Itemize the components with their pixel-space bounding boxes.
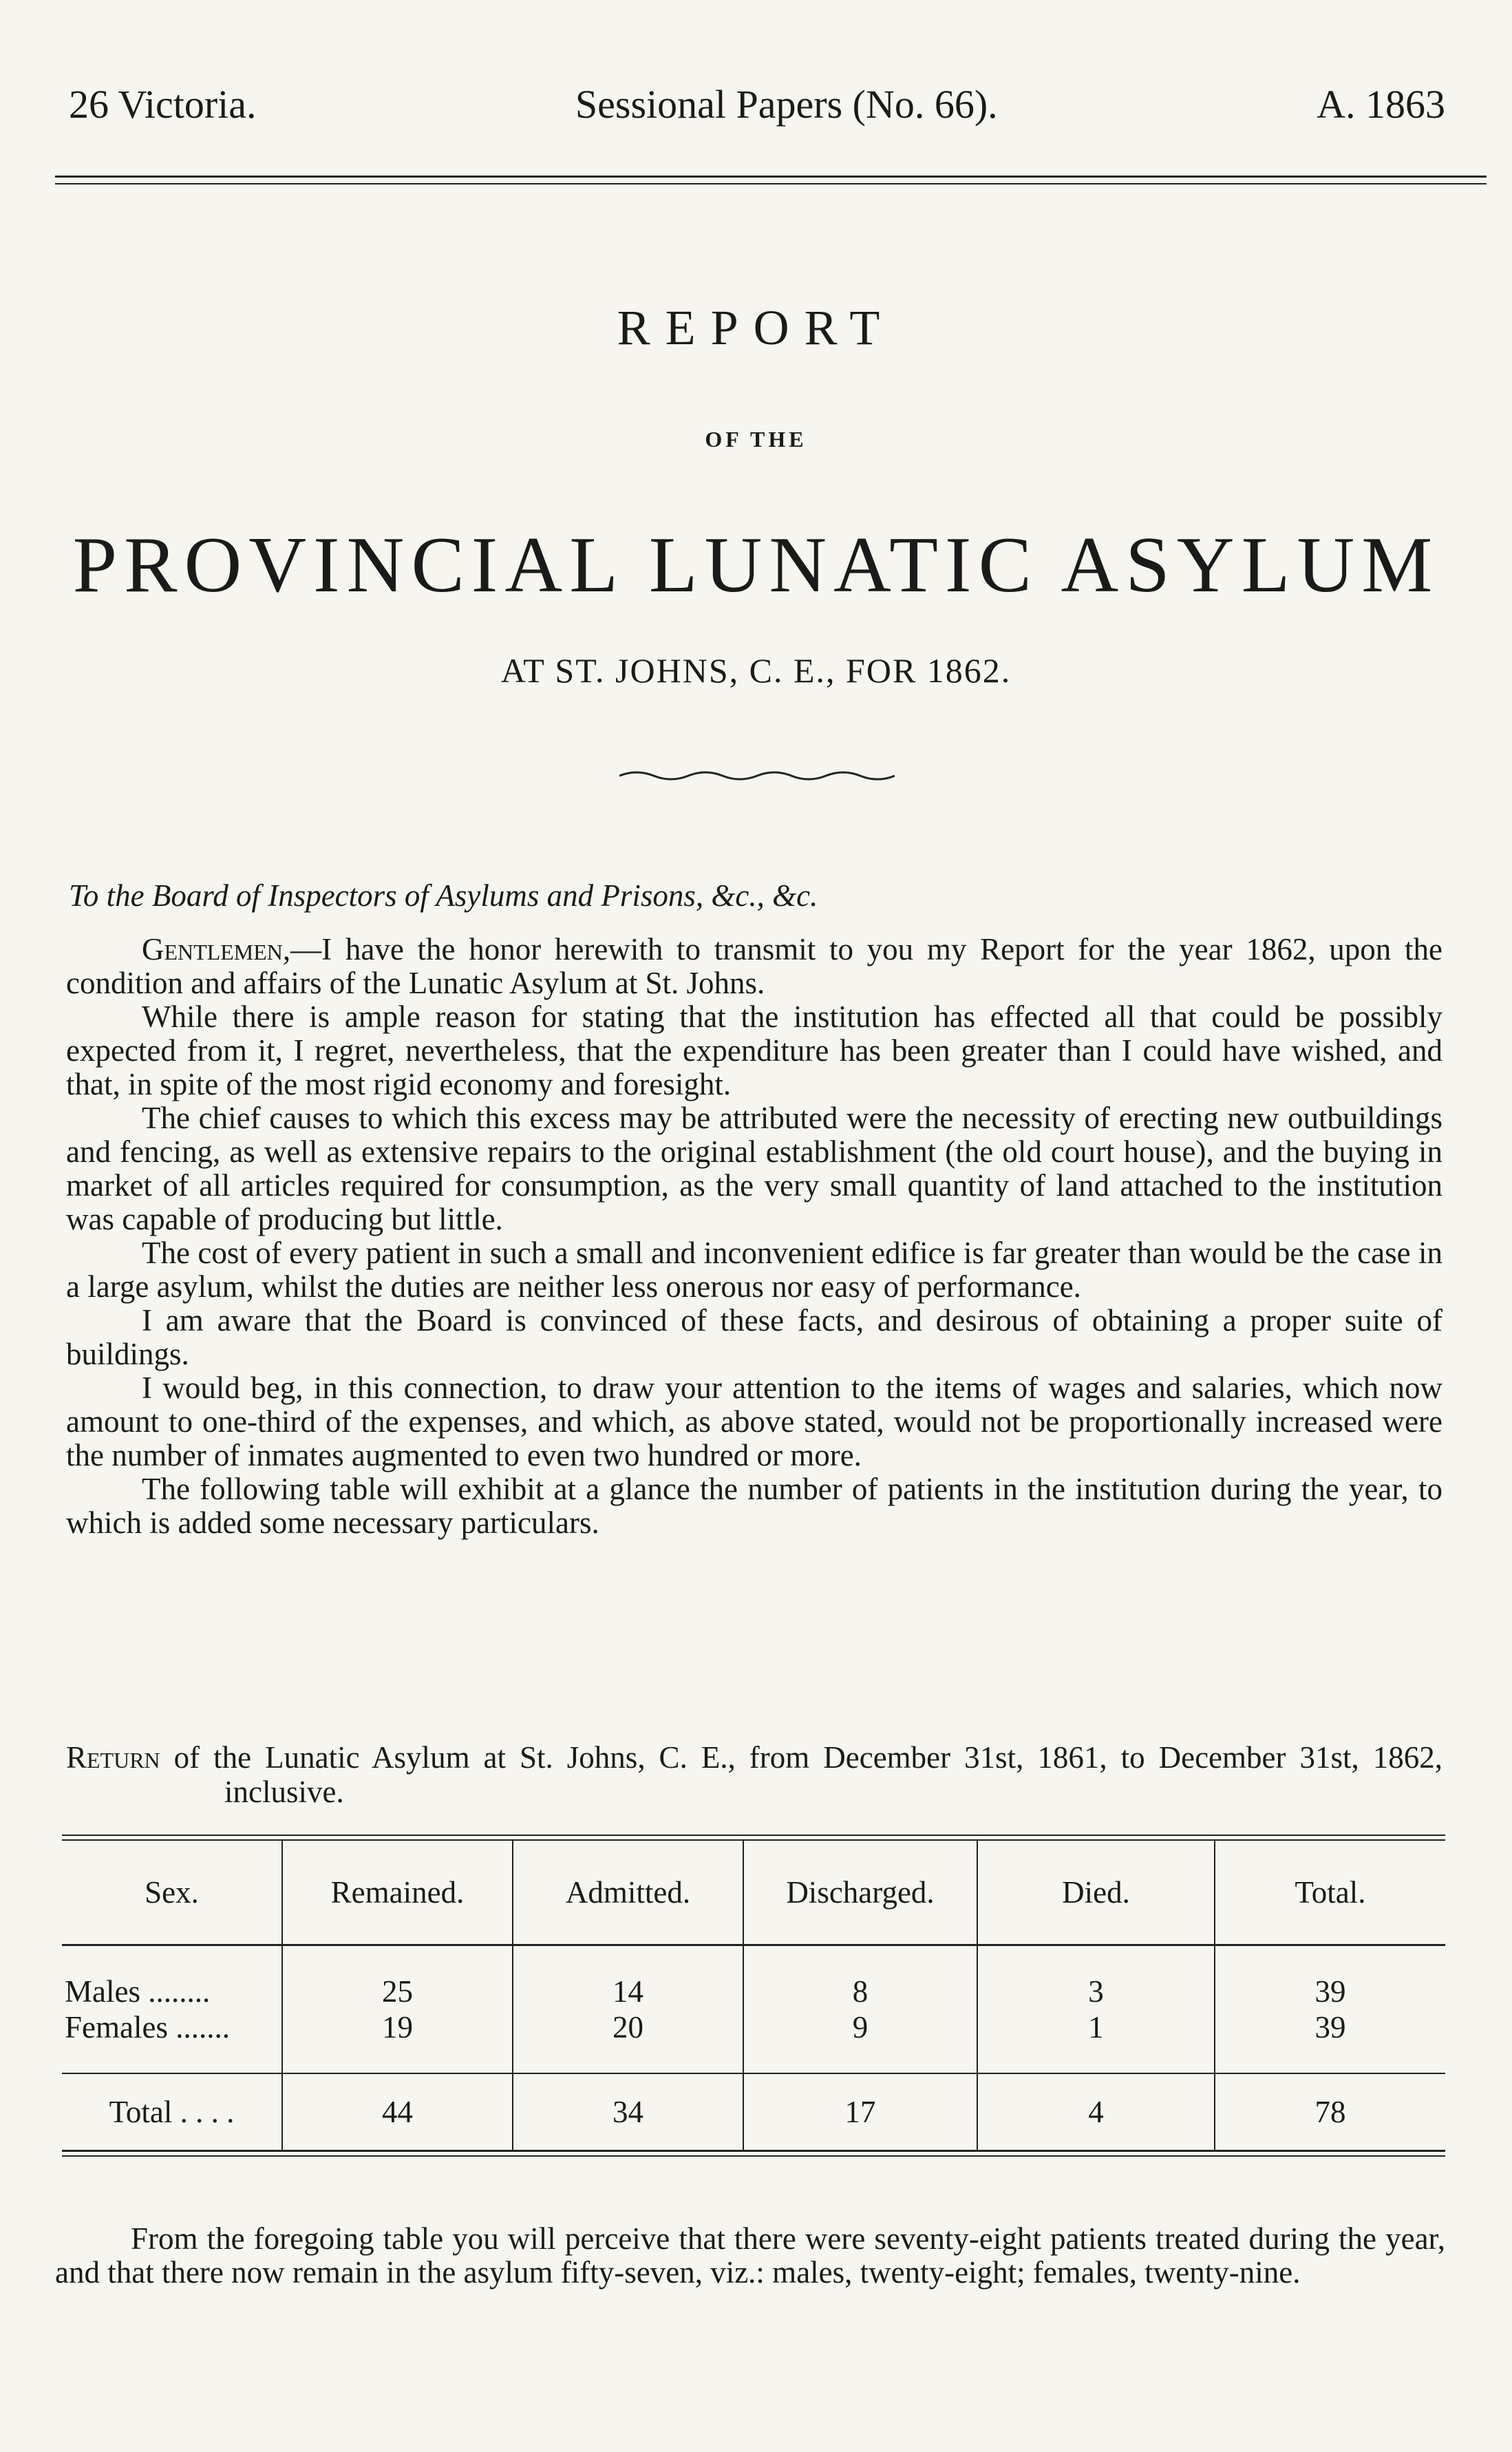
report-heading: REPORT xyxy=(617,300,895,355)
location-year-heading: AT ST. JOHNS, C. E., FOR 1862. xyxy=(500,651,1012,690)
cell-total: 39 xyxy=(1215,1945,1445,2010)
cell-remained: 44 xyxy=(282,2073,513,2151)
return-table-wrapper xyxy=(62,1835,1445,2157)
letter-paragraph: While there is ample reason for stating that the institution has effected all that could be possibly expected from it, I regret, nevertheless, that the expenditure has been greater than I could have wished, and that, in spite of the most rigid economy and foresight. xyxy=(66,1000,1442,1101)
letter-paragraph xyxy=(66,933,1442,1000)
cell-admitted: 14 xyxy=(513,1945,743,2010)
column-header-sex: Sex. xyxy=(62,1841,282,1945)
column-header-remained: Remained. xyxy=(282,1841,513,1945)
table-row-total xyxy=(62,2073,1445,2151)
return-caption-text: of the Lunatic Asylum at St. Johns, C. E., from December 31st, 1861, to December 31st, 1862, inclusive. xyxy=(160,1740,1442,1809)
column-header-died: Died. xyxy=(977,1841,1215,1945)
greeting: Gentlemen, xyxy=(142,932,291,966)
table-header-row xyxy=(62,1841,1445,1945)
table-row-females xyxy=(62,2009,1445,2073)
cell-died: 1 xyxy=(977,2009,1215,2073)
table-row-males xyxy=(62,1945,1445,2010)
table-bottom-rule xyxy=(62,2155,1445,2157)
row-label: Males ........ xyxy=(65,1974,211,2009)
cell-discharged: 8 xyxy=(743,1945,977,2010)
paragraph-text: —I have the honor herewith to transmit to you my Report for the year 1862, upon the condition and affairs of the Lunatic Asylum at St. Johns. xyxy=(66,932,1442,1000)
row-label: Total . . . . xyxy=(62,2073,282,2151)
return-caption xyxy=(66,1740,1442,1809)
header-rule xyxy=(55,176,1487,178)
cell-remained: 19 xyxy=(282,2009,513,2073)
header-sessional-papers: Sessional Papers (No. 66). xyxy=(575,82,998,127)
column-header-admitted: Admitted. xyxy=(513,1841,743,1945)
cell-admitted: 20 xyxy=(513,2009,743,2073)
salutation: To the Board of Inspectors of Asylums and Prisons, &c., &c. xyxy=(69,878,818,913)
column-header-discharged: Discharged. xyxy=(743,1841,977,1945)
flourish-ornament xyxy=(619,768,895,784)
asylum-title: PROVINCIAL LUNATIC ASYLUM xyxy=(72,521,1440,609)
letter-body xyxy=(66,933,1442,1540)
column-header-total: Total. xyxy=(1215,1841,1445,1945)
return-table xyxy=(62,1841,1445,2152)
header-session: 26 Victoria. xyxy=(69,82,257,127)
cell-discharged: 17 xyxy=(743,2073,977,2151)
return-lead: Return xyxy=(66,1740,160,1775)
letter-paragraph: The chief causes to which this excess may be attributed were the necessity of erecting new outbuildings and fencing, as well as extensive repairs to the original establishment (the old court house), and the buying in market of all articles required for consumption, as the very small quantity of land attached to the institution was capable of producing but little. xyxy=(66,1101,1442,1236)
letter-paragraph: The following table will exhibit at a glance the number of patients in the institution during the year, to which is added some necessary particulars. xyxy=(66,1472,1442,1540)
letter-paragraph: I would beg, in this connection, to draw your attention to the items of wages and salaries, which now amount to one-third of the expenses, and which, as above stated, would not be proportionally increased were the number of inmates augmented to even two hundred or more. xyxy=(66,1371,1442,1472)
cell-died: 4 xyxy=(977,2073,1215,2151)
page-header xyxy=(69,81,1445,136)
closing-paragraph-block xyxy=(55,2222,1445,2290)
letter-paragraph: I am aware that the Board is convinced of these facts, and desirous of obtaining a proper suite of buildings. xyxy=(66,1303,1442,1371)
header-year: A. 1863 xyxy=(1317,82,1445,127)
of-the-heading: OF THE xyxy=(705,427,807,452)
row-label: Females ....... xyxy=(62,2009,282,2073)
cell-discharged: 9 xyxy=(743,2009,977,2073)
cell-remained: 25 xyxy=(282,1945,513,2010)
cell-died: 3 xyxy=(977,1945,1215,2010)
header-rule xyxy=(55,183,1487,184)
cell-total: 78 xyxy=(1215,2073,1445,2151)
cell-admitted: 34 xyxy=(513,2073,743,2151)
cell-total: 39 xyxy=(1215,2009,1445,2073)
letter-paragraph: The cost of every patient in such a small and inconvenient edifice is far greater than would be the case in a large asylum, whilst the duties are neither less onerous nor easy of performance. xyxy=(66,1236,1442,1304)
closing-paragraph: From the foregoing table you will perceive that there were seventy-eight patients treated during the year, and that there now remain in the asylum fifty-seven, viz.: males, twenty-eight; females, twenty-nine. xyxy=(55,2221,1445,2290)
